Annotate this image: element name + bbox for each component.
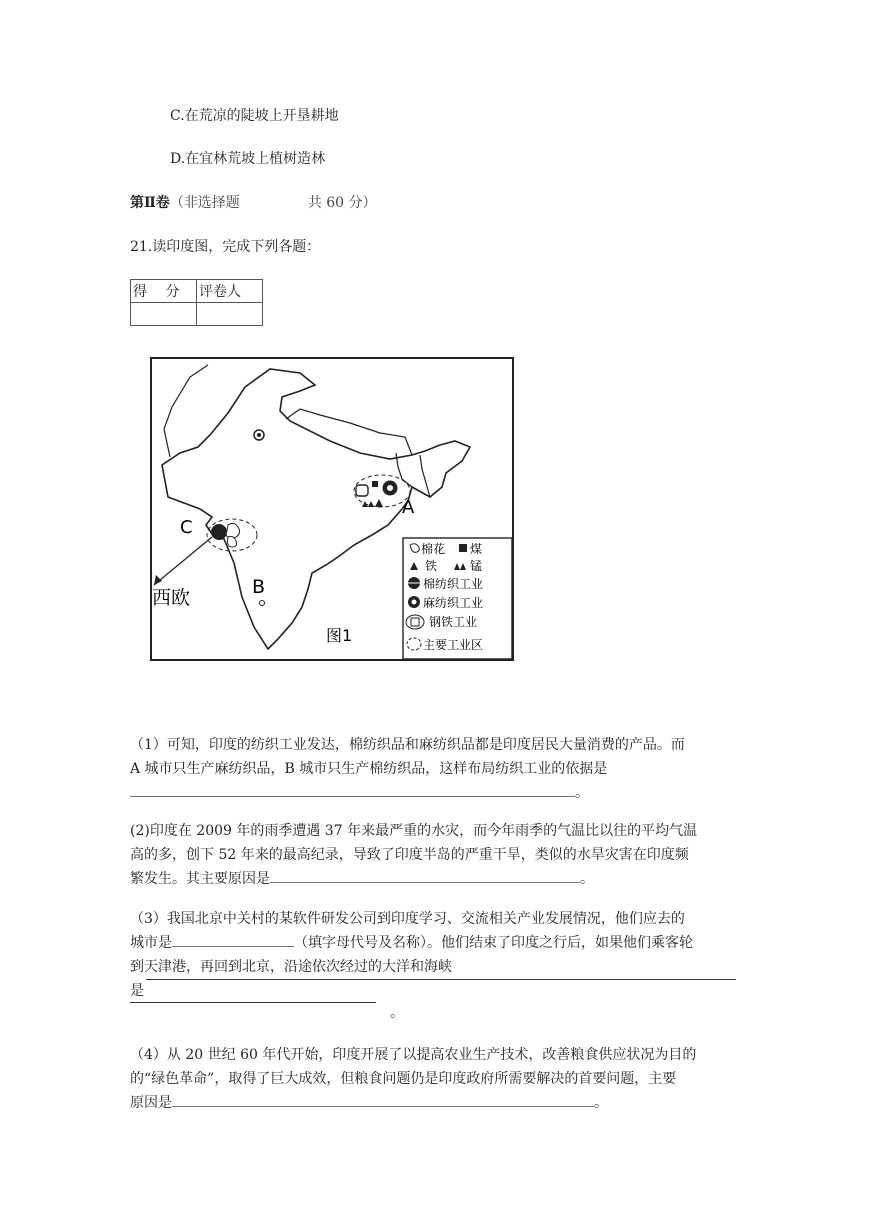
- score-cell[interactable]: [131, 303, 197, 326]
- cotton-textile-icon-c: [211, 524, 227, 540]
- q1-line2: A 城市只生产麻纺织品，B 城市只生产棉纺织品，这样布局纺织工业的依据是: [130, 761, 608, 777]
- figure-label: 图1: [326, 626, 353, 645]
- q3-answer-line2[interactable]: [130, 1002, 376, 1003]
- legend-cotton: 棉花: [421, 542, 446, 556]
- legend-industrial-zone: 主要工业区: [423, 638, 484, 652]
- q1-end: 。: [575, 785, 589, 801]
- cotton-icon-c: [226, 523, 240, 538]
- q3-line4: 是: [130, 983, 144, 999]
- legend-jute-textile-icon-inner: [412, 600, 417, 605]
- label-c: C: [180, 517, 193, 538]
- section-score: 共 60 分）: [307, 195, 377, 211]
- q2-line2: 高的多，创下 52 年来的最高纪录，导致了印度半岛的严重干旱，类似的水旱灾害在印度频: [130, 847, 689, 863]
- q3-line2: [130, 934, 693, 952]
- legend-jute-textile: 麻纺织工业: [423, 596, 484, 610]
- india-map: [150, 357, 514, 661]
- q3-line1: （3）我国北京中关村的某软件研发公司到印度学习、交流相关产业发展情况，他们应去的: [130, 911, 685, 927]
- legend-coal: 煤: [470, 542, 483, 556]
- capital-marker-dot: [257, 433, 261, 437]
- legend-cotton-textile: 棉纺织工业: [423, 577, 484, 591]
- section-subtitle: （非选择题: [169, 195, 240, 211]
- legend-coal-icon: [459, 544, 467, 552]
- q2-line3-text: 繁发生。其主要原因是: [130, 871, 270, 887]
- coal-icon-a: [372, 481, 378, 487]
- jute-textile-icon-a-inner: [387, 485, 393, 491]
- q3-city-blank[interactable]: [172, 934, 294, 947]
- label-b: B: [252, 576, 266, 598]
- legend: [403, 538, 512, 659]
- q2-line1: (2)印度在 2009 年的雨季遭遇 37 年来最严重的水灾，而今年雨季的气温比以往的平均气温: [130, 823, 698, 839]
- label-a: A: [402, 497, 415, 518]
- score-table: [130, 279, 263, 326]
- q3-line3: 到天津港，再回到北京，沿途依次经过的大洋和海峡: [130, 959, 452, 975]
- q1-line3: [130, 784, 589, 802]
- q3-end: 。: [390, 1005, 404, 1021]
- question-21-prompt: 21.读印度图，完成下列各题：: [130, 239, 321, 255]
- option-c: C.在荒凉的陡坡上开垦耕地: [170, 108, 339, 124]
- grader-cell[interactable]: [197, 303, 263, 326]
- q1-answer-blank[interactable]: [130, 784, 575, 797]
- q1-line1: （1）可知，印度的纺织工业发达，棉纺织品和麻纺织品都是印度居民大量消费的产品。而: [130, 737, 685, 753]
- grader-header: 评卷人: [197, 280, 263, 303]
- q3-answer-line1[interactable]: [146, 979, 736, 980]
- q2-answer-blank[interactable]: [270, 870, 580, 883]
- section-title: 第Ⅱ卷: [130, 195, 170, 211]
- q3-line2b: （填字母代号及名称）。他们结束了印度之行后，如果他们乘客轮: [294, 935, 693, 951]
- q4-line3-text: 原因是: [130, 1095, 172, 1111]
- q2-line3: [130, 870, 594, 888]
- q4-line1: （4）从 20 世纪 60 年代开始，印度开展了以提高农业生产技术，改善粮食供应状况为目的: [130, 1047, 697, 1063]
- legend-iron: 铁: [425, 559, 438, 573]
- steel-icon-a: [356, 485, 368, 496]
- score-header: 得 分: [131, 280, 197, 303]
- legend-steel-icon-inner: [411, 618, 419, 626]
- legend-manganese: 锰: [470, 559, 483, 573]
- q3-line2a: 城市是: [130, 935, 172, 951]
- q4-line3: [130, 1094, 608, 1112]
- q2-end: 。: [580, 871, 594, 887]
- q4-answer-blank[interactable]: [172, 1094, 594, 1107]
- section-heading: [130, 194, 377, 212]
- legend-steel: 钢铁工业: [429, 615, 478, 629]
- label-west-europe: 西欧: [152, 587, 191, 609]
- option-d: D.在宜林荒坡上植树造林: [170, 151, 326, 167]
- q4-end: 。: [594, 1095, 608, 1111]
- q4-line2: 的“绿色革命”，取得了巨大成效，但粮食问题仍是印度政府所需要解决的首要问题，主要: [130, 1071, 677, 1087]
